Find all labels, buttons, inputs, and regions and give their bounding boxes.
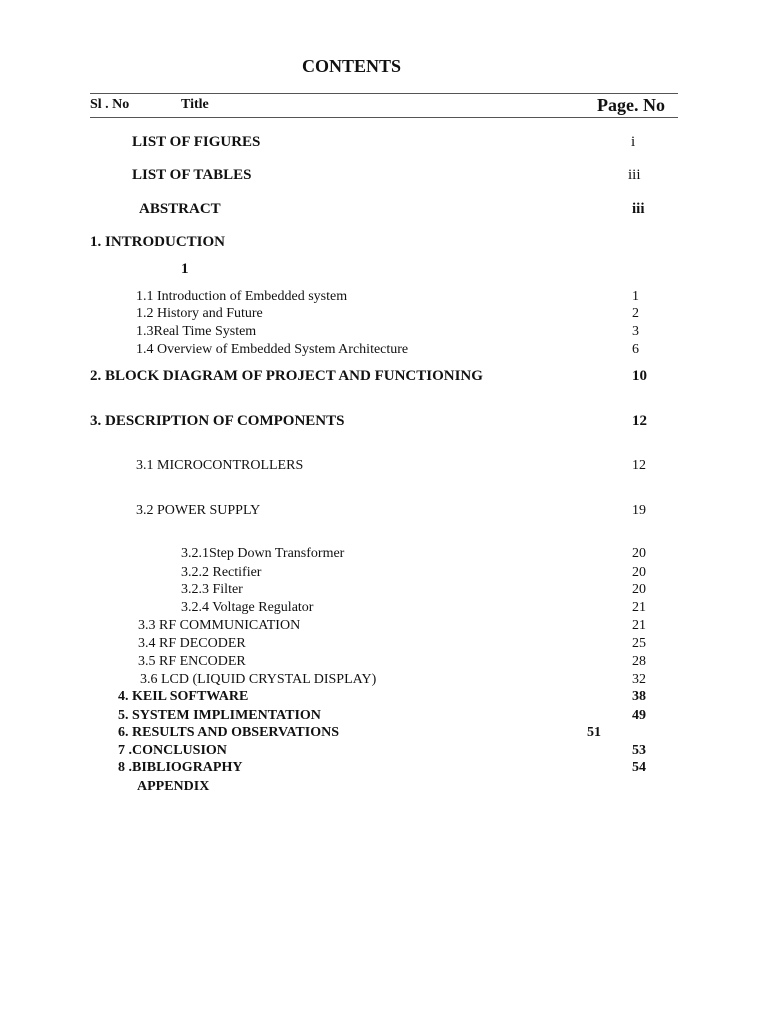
toc-page-block-diagram: 10 — [632, 368, 647, 384]
toc-page-list-of-figures: i — [631, 134, 636, 150]
header-top-rule — [90, 93, 678, 94]
toc-page-3-2-4: 21 — [632, 600, 646, 615]
toc-page-1-1: 1 — [632, 289, 639, 304]
toc-entry-1-3: 1.3Real Time System — [136, 324, 257, 339]
toc-page-conclusion: 53 — [632, 743, 646, 758]
toc-page-3-1: 12 — [632, 458, 646, 473]
toc-entry-list-of-tables: LIST OF TABLES — [132, 167, 252, 183]
toc-entry-3-5: 3.5 RF ENCODER — [138, 654, 246, 669]
toc-page-1-2: 2 — [632, 306, 639, 321]
toc-page-keil: 38 — [632, 689, 646, 704]
sl-no-header: Sl . No — [90, 97, 130, 112]
toc-page-implementation: 49 — [632, 708, 646, 723]
toc-page-3-3: 21 — [632, 618, 646, 633]
toc-page-3-5: 28 — [632, 654, 646, 669]
toc-section-keil: 4. KEIL SOFTWARE — [118, 689, 249, 704]
toc-page-results: 51 — [587, 725, 601, 740]
toc-entry-list-of-figures: LIST OF FIGURES — [132, 134, 261, 150]
toc-entry-3-2-4: 3.2.4 Voltage Regulator — [181, 600, 314, 615]
toc-page-3-2-1: 20 — [632, 546, 646, 561]
toc-page-1-4: 6 — [632, 342, 639, 357]
toc-page-3-2: 19 — [632, 503, 646, 518]
toc-entry-3-2-1: 3.2.1Step Down Transformer — [181, 546, 345, 561]
toc-page-3-6: 32 — [632, 672, 646, 687]
toc-entry-3-2-3: 3.2.3 Filter — [181, 582, 243, 597]
toc-entry-1-1: 1.1 Introduction of Embedded system — [136, 289, 348, 304]
page-title: CONTENTS — [302, 56, 402, 76]
title-header: Title — [181, 97, 209, 112]
toc-entry-3-3: 3.3 RF COMMUNICATION — [138, 618, 301, 633]
toc-page-1-3: 3 — [632, 324, 639, 339]
toc-page-introduction: 1 — [181, 261, 189, 277]
toc-page-components: 12 — [632, 413, 647, 429]
toc-entry-1-4: 1.4 Overview of Embedded System Architecture — [136, 342, 409, 357]
toc-entry-3-4: 3.4 RF DECODER — [138, 636, 246, 651]
header-bottom-rule — [90, 117, 678, 118]
toc-page-bibliography: 54 — [632, 760, 646, 775]
toc-section-bibliography: 8 .BIBLIOGRAPHY — [118, 760, 243, 775]
toc-section-conclusion: 7 .CONCLUSION — [118, 743, 227, 758]
toc-section-results: 6. RESULTS AND OBSERVATIONS — [118, 725, 339, 740]
toc-entry-abstract: ABSTRACT — [139, 201, 221, 217]
toc-page-3-2-3: 20 — [632, 582, 646, 597]
toc-section-appendix: APPENDIX — [137, 779, 210, 794]
toc-entry-3-2: 3.2 POWER SUPPLY — [136, 503, 261, 518]
toc-section-implementation: 5. SYSTEM IMPLIMENTATION — [118, 708, 321, 723]
toc-page-list-of-tables: iii — [628, 167, 641, 183]
toc-section-components: 3. DESCRIPTION OF COMPONENTS — [90, 413, 345, 429]
page-no-header: Page. No — [597, 95, 665, 115]
toc-entry-3-6: 3.6 LCD (LIQUID CRYSTAL DISPLAY) — [140, 672, 377, 687]
toc-entry-1-2: 1.2 History and Future — [136, 306, 263, 321]
toc-page-abstract: iii — [632, 201, 645, 217]
toc-page-3-4: 25 — [632, 636, 646, 651]
toc-section-block-diagram: 2. BLOCK DIAGRAM OF PROJECT AND FUNCTIONING — [90, 368, 483, 384]
toc-entry-3-2-2: 3.2.2 Rectifier — [181, 565, 262, 580]
toc-page-3-2-2: 20 — [632, 565, 646, 580]
toc-section-introduction: 1. INTRODUCTION — [90, 234, 226, 250]
toc-entry-3-1: 3.1 MICROCONTROLLERS — [136, 458, 304, 473]
